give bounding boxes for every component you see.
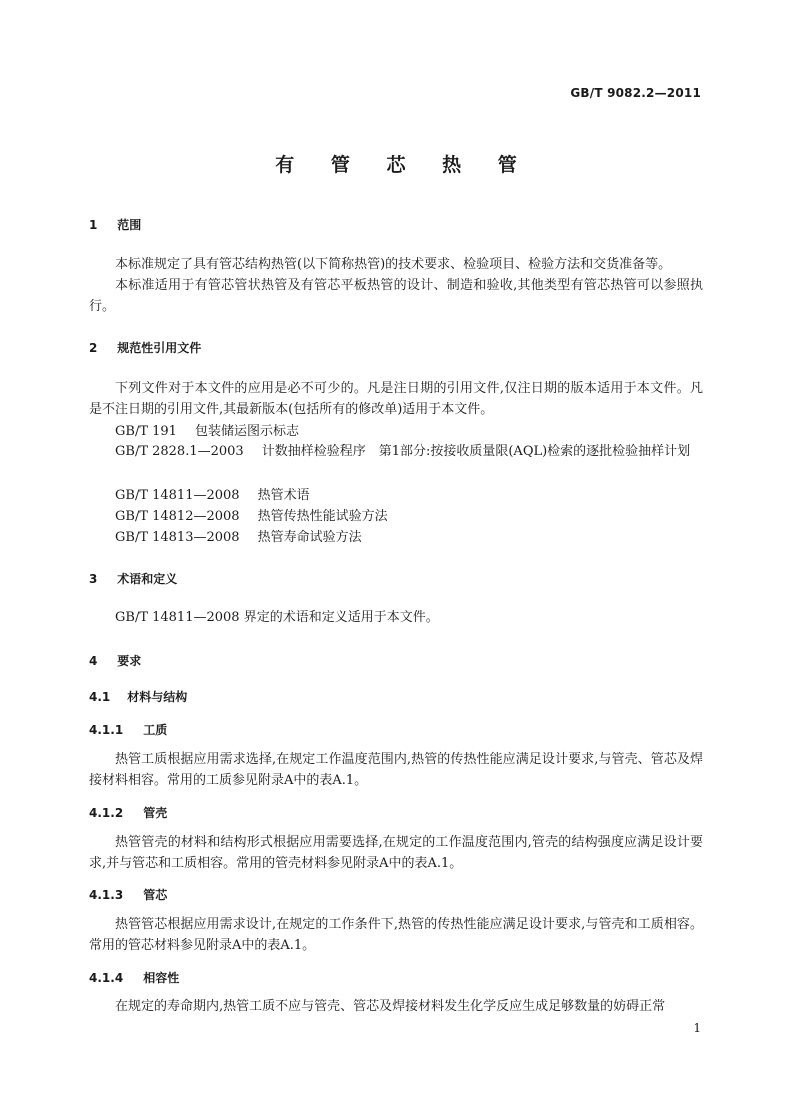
reference-code: GB/T 191 bbox=[115, 424, 177, 439]
section-1-heading bbox=[89, 216, 141, 233]
section-number: 4 bbox=[89, 654, 98, 668]
reference-code: GB/T 14812—2008 bbox=[115, 509, 240, 524]
reference-code: GB/T 2828.1—2003 bbox=[115, 444, 244, 459]
paragraph: 本标准规定了具有管芯结构热管(以下简称热管)的技术要求、检验项目、检验方法和交货准备等。 bbox=[115, 257, 672, 272]
reference-item bbox=[89, 441, 703, 462]
standard-code: GB/T 9082.2—2011 bbox=[570, 86, 701, 100]
section-number: 4.1.4 bbox=[89, 971, 124, 985]
section-title: 材料与结构 bbox=[127, 690, 188, 704]
reference-name: 计数抽样检验程序 第1部分:按接收质量限(AQL)检索的逐批检验抽样计划 bbox=[261, 444, 691, 459]
section-title: 范围 bbox=[117, 218, 142, 232]
section-4-1-4-heading bbox=[89, 969, 179, 986]
section-title: 管壳 bbox=[143, 806, 168, 820]
section-number: 3 bbox=[89, 572, 98, 586]
paragraph: 热管管壳的材料和结构形式根据应用需要选择,在规定的工作温度范围内,管壳的结构强度应满足设计要求,并与管芯和工质相容。常用的管壳材料参见附录A中的表A.1。 bbox=[89, 835, 703, 871]
reference-name: 热管传热性能试验方法 bbox=[257, 509, 388, 524]
reference-item bbox=[115, 420, 299, 439]
section-2-heading bbox=[89, 339, 201, 356]
section-3-heading bbox=[89, 570, 177, 587]
section-title: 管芯 bbox=[143, 888, 168, 902]
reference-item bbox=[115, 505, 388, 524]
reference-name: 热管寿命试验方法 bbox=[257, 530, 362, 545]
section-number: 4.1.3 bbox=[89, 888, 124, 902]
paragraph: 热管工质根据应用需求选择,在规定工作温度范围内,热管的传热性能应满足设计要求,与管壳、管芯及焊接材料相容。常用的工质参见附录A中的表A.1。 bbox=[89, 752, 703, 788]
section-number: 2 bbox=[89, 341, 98, 355]
document-title: 有 管 芯 热 管 bbox=[275, 154, 532, 176]
section-4-1-heading bbox=[89, 688, 187, 705]
paragraph: 热管管芯根据应用需求设计,在规定的工作条件下,热管的传热性能应满足设计要求,与管壳和工质相容。常用的管芯材料参见附录A中的表A.1。 bbox=[89, 917, 703, 953]
section-title: 工质 bbox=[143, 723, 168, 737]
section-title: 相容性 bbox=[143, 971, 180, 985]
section-4-1-3-heading bbox=[89, 886, 167, 903]
paragraph: 本标准适用于有管芯管状热管及有管芯平板热管的设计、制造和验收,其他类型有管芯热管可以参照执行。 bbox=[89, 278, 703, 314]
section-title: 术语和定义 bbox=[117, 572, 178, 586]
section-number: 4.1.1 bbox=[89, 723, 124, 737]
page-number: 1 bbox=[693, 1021, 701, 1035]
reference-item bbox=[115, 526, 362, 545]
section-4-1-1-heading bbox=[89, 721, 167, 738]
section-4-1-2-heading bbox=[89, 804, 167, 821]
section-title: 规范性引用文件 bbox=[117, 341, 202, 355]
section-number: 1 bbox=[89, 218, 98, 232]
paragraph: GB/T 14811—2008 界定的术语和定义适用于本文件。 bbox=[115, 610, 439, 625]
section-number: 4.1 bbox=[89, 690, 111, 704]
section-title: 要求 bbox=[117, 654, 142, 668]
section-4-heading bbox=[89, 652, 141, 669]
reference-item bbox=[115, 484, 310, 503]
paragraph: 在规定的寿命期内,热管工质不应与管壳、管芯及焊接材料发生化学反应生成足够数量的妨碍正常 bbox=[115, 999, 666, 1014]
paragraph: 下列文件对于本文件的应用是必不可少的。凡是注日期的引用文件,仅注日期的版本适用于本文件。凡是不注日期的引用文件,其最新版本(包括所有的修改单)适用于本文件。 bbox=[89, 381, 703, 417]
reference-code: GB/T 14811—2008 bbox=[115, 488, 240, 503]
reference-code: GB/T 14813—2008 bbox=[115, 530, 240, 545]
section-number: 4.1.2 bbox=[89, 806, 124, 820]
reference-name: 热管术语 bbox=[257, 488, 310, 503]
reference-name: 包装储运图示标志 bbox=[194, 424, 299, 439]
